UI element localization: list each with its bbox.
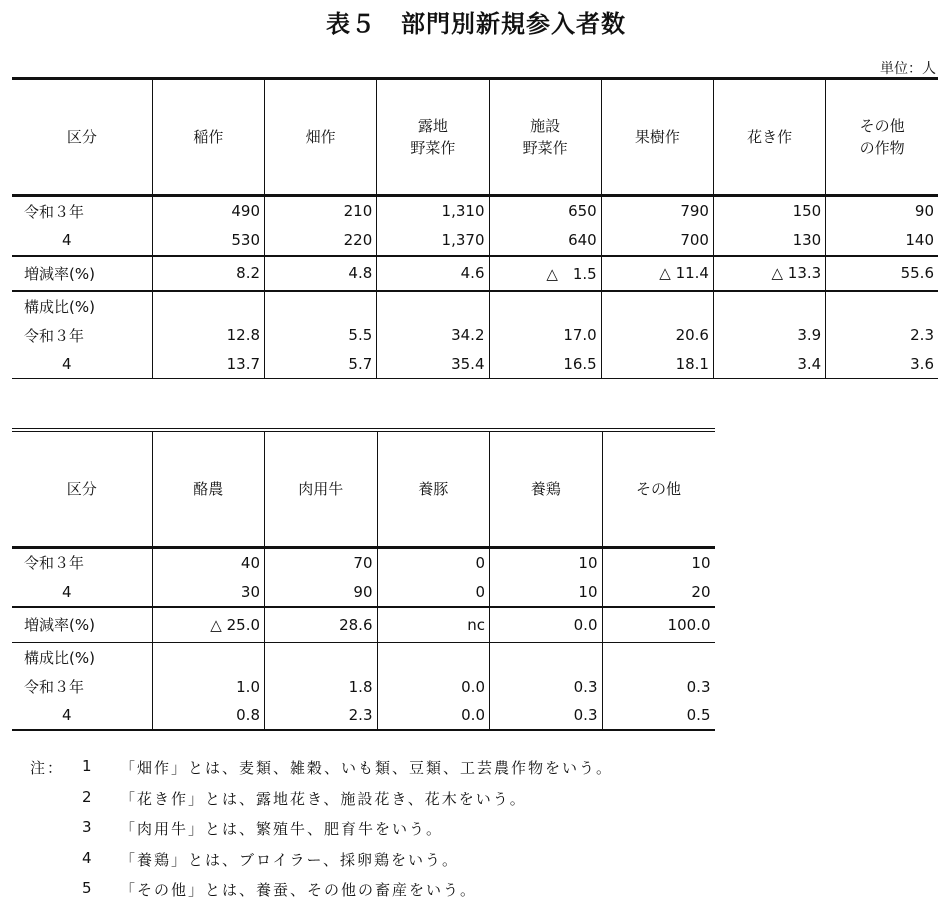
value-cell: 0.8 (152, 701, 265, 730)
table-row (12, 547, 715, 577)
value-cell: 3.6 (826, 350, 938, 379)
header-cell: 養鶏 (490, 430, 603, 547)
value-cell: 0.3 (602, 672, 715, 701)
note-prefix (30, 879, 82, 910)
value-cell: 0.0 (490, 607, 603, 642)
value-cell: 4.6 (377, 256, 489, 291)
value-cell: 2.3 (826, 321, 938, 350)
header-cell: その他 (602, 430, 715, 547)
header-cell: 畑作 (265, 79, 377, 196)
page-title: 表５ 部門別新規参入者数 (326, 10, 626, 38)
note-number: 1 (82, 757, 94, 775)
value-cell (602, 642, 715, 672)
header-cell: 肉用牛 (265, 430, 378, 547)
value-cell: 40 (152, 547, 265, 577)
value-cell: 650 (489, 196, 601, 226)
header-category: 区分 (66, 479, 97, 498)
value-cell (601, 291, 713, 321)
value-cell: 1.0 (152, 672, 265, 701)
value-cell (826, 291, 938, 321)
value-cell: 140 (826, 226, 938, 256)
value-cell (265, 291, 377, 321)
value-cell: 10 (490, 577, 603, 607)
table-row (12, 607, 715, 642)
header-row (12, 430, 715, 547)
value-cell: 0.3 (490, 672, 603, 701)
value-cell: 12.8 (152, 321, 264, 350)
table-row (12, 672, 715, 701)
value-cell: nc (377, 607, 490, 642)
value-cell: △ 25.0 (152, 607, 265, 642)
value-cell (377, 642, 490, 672)
value-cell: 3.9 (713, 321, 825, 350)
row-label: 令和３年 (24, 326, 85, 345)
livestock-entrants-table (12, 428, 715, 731)
value-cell: 35.4 (377, 350, 489, 379)
note-prefix: 注： (30, 759, 65, 777)
table-row (12, 701, 715, 730)
row-label: 令和３年 (24, 678, 85, 696)
value-cell: 90 (265, 577, 378, 607)
value-cell: 130 (713, 226, 825, 256)
value-cell: △ 13.3 (713, 256, 825, 291)
value-cell: △ 1.5 (489, 256, 601, 291)
value-cell (489, 291, 601, 321)
value-cell: 55.6 (826, 256, 938, 291)
value-cell (713, 291, 825, 321)
value-cell: 17.0 (489, 321, 601, 350)
row-label: 4 (62, 582, 72, 601)
note-prefix (30, 849, 82, 880)
row-label: 令和３年 (24, 554, 85, 573)
value-cell: 20 (602, 577, 715, 607)
value-cell: 10 (602, 547, 715, 577)
table-row (12, 196, 938, 226)
value-cell (152, 291, 264, 321)
row-label: 増減率(%) (24, 264, 95, 283)
note-item (30, 879, 613, 910)
header-cell: 果樹作 (601, 79, 713, 196)
value-cell: 13.7 (152, 350, 264, 379)
row-label: 令和３年 (24, 202, 85, 221)
value-cell: 28.6 (265, 607, 378, 642)
crop-entrants-table (12, 77, 938, 379)
table-row (12, 350, 938, 379)
row-label: 増減率(%) (24, 616, 95, 635)
value-cell: 100.0 (602, 607, 715, 642)
note-number: 3 (82, 818, 94, 836)
row-label: 構成比(%) (24, 297, 95, 316)
value-cell: 1,370 (377, 226, 489, 256)
value-cell (152, 642, 265, 672)
value-cell: 0.5 (602, 701, 715, 730)
value-cell: 4.8 (265, 256, 377, 291)
value-cell: 700 (601, 226, 713, 256)
value-cell: 5.5 (265, 321, 377, 350)
value-cell: 16.5 (489, 350, 601, 379)
value-cell: 2.3 (265, 701, 378, 730)
note-item (30, 849, 613, 880)
note-item (30, 757, 613, 788)
header-cell: その他 の作物 (826, 79, 938, 196)
header-category: 区分 (66, 128, 97, 146)
table-row (12, 226, 938, 256)
header-cell: 稲作 (152, 79, 264, 196)
value-cell: 790 (601, 196, 713, 226)
value-cell: 490 (152, 196, 264, 226)
value-cell: 30 (152, 577, 265, 607)
value-cell (265, 642, 378, 672)
value-cell: 10 (490, 547, 603, 577)
value-cell: 8.2 (152, 256, 264, 291)
value-cell: 0 (377, 547, 490, 577)
value-cell: △ 11.4 (601, 256, 713, 291)
value-cell: 0.0 (377, 701, 490, 730)
note-text: 「肉用牛」とは、繁殖牛、肥育牛をいう。 (120, 820, 444, 838)
header-cell: 酪農 (152, 430, 265, 547)
value-cell: 1.8 (265, 672, 378, 701)
row-label: 4 (62, 354, 72, 373)
value-cell: 70 (265, 547, 378, 577)
notes (30, 757, 613, 910)
table-row (12, 642, 715, 672)
value-cell: 640 (489, 226, 601, 256)
value-cell: 1,310 (377, 196, 489, 226)
value-cell: 0.3 (490, 701, 603, 730)
note-text: 「花き作」とは、露地花き、施設花き、花木をいう。 (120, 789, 527, 808)
note-number: 2 (82, 787, 94, 806)
note-number: 4 (82, 848, 94, 867)
note-item (30, 788, 613, 819)
value-cell (377, 291, 489, 321)
header-cell: 花き作 (713, 79, 825, 196)
value-cell: 530 (152, 226, 264, 256)
value-cell: 210 (265, 196, 377, 226)
header-row (12, 79, 938, 196)
unit-label: 単位：人 (880, 61, 936, 77)
header-cell: 養豚 (377, 430, 490, 547)
value-cell: 0.0 (377, 672, 490, 701)
note-item (30, 818, 613, 849)
table-row (12, 256, 938, 291)
table-row (12, 321, 938, 350)
value-cell: 150 (713, 196, 825, 226)
value-cell (490, 642, 603, 672)
note-prefix (30, 788, 82, 819)
note-text: 「畑作」とは、麦類、雑穀、いも類、豆類、工芸農作物をいう。 (120, 759, 614, 777)
row-label: 4 (62, 706, 72, 724)
note-number: 5 (82, 879, 94, 897)
value-cell: 18.1 (601, 350, 713, 379)
table-row (12, 291, 938, 321)
value-cell: 90 (826, 196, 938, 226)
table-row (12, 577, 715, 607)
value-cell: 34.2 (377, 321, 489, 350)
value-cell: 220 (265, 226, 377, 256)
header-cell: 施設 野菜作 (489, 79, 601, 196)
value-cell: 0 (377, 577, 490, 607)
value-cell: 3.4 (713, 350, 825, 379)
value-cell: 20.6 (601, 321, 713, 350)
note-text: 「養鶏」とは、ブロイラー、採卵鶏をいう。 (120, 850, 459, 869)
note-text: 「その他」とは、養蚕、その他の畜産をいう。 (120, 881, 478, 899)
header-cell: 露地 野菜作 (377, 79, 489, 196)
row-label: 構成比(%) (24, 648, 95, 667)
row-label: 4 (62, 231, 72, 249)
note-prefix (30, 818, 82, 849)
value-cell: 5.7 (265, 350, 377, 379)
